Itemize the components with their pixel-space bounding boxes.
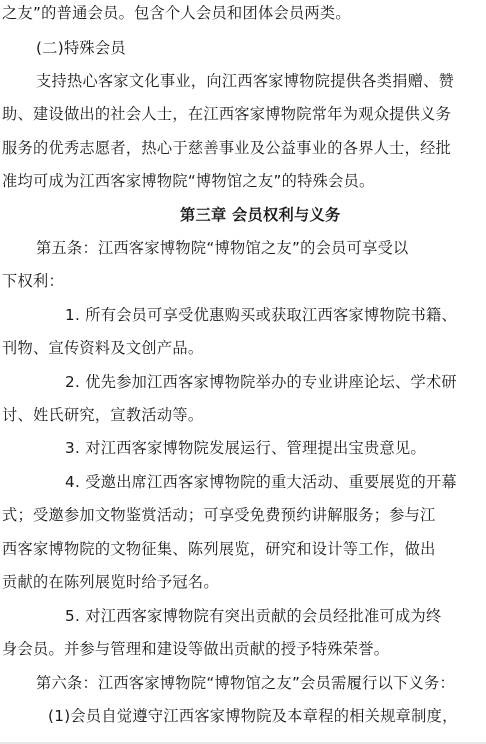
text-line: 讨、姓氏研究，宣教活动等。 xyxy=(2,406,204,424)
text-line: 身会员。并参与管理和建设等做出贡献的授予特殊荣誉。 xyxy=(2,640,390,658)
text-line: 刊物、宣传资料及文创产品。 xyxy=(2,339,204,357)
text-line: 支持热心客家文化事业，向江西客家博物院提供各类捐赠、赞 xyxy=(36,72,455,90)
list-item: 2. 优先参加江西客家博物院举办的专业讲座论坛、学术研 xyxy=(65,373,457,391)
text-line: 西客家博物院的文物征集、陈列展览，研究和设计等工作，做出 xyxy=(2,540,436,558)
chapter-heading: 第三章 会员权利与义务 xyxy=(180,206,341,224)
text-line: 之友”的普通会员。包含个人会员和团体会员两类。 xyxy=(2,4,351,22)
text-line: 第六条：江西客家博物院“博物馆之友”会员需履行以下义务： xyxy=(36,674,456,692)
text-line: 服务的优秀志愿者，热心于慈善事业及公益事业的各界人士，经批 xyxy=(2,139,452,157)
text-line: 第五条：江西客家博物院“博物馆之友”的会员可享受以 xyxy=(36,239,409,257)
list-item: 5. 对江西客家博物院有突出贡献的会员经批准可成为终 xyxy=(65,607,442,625)
text-line: 下权利： xyxy=(2,272,64,290)
list-item: 1. 所有会员可享受优惠购买或获取江西客家博物院书籍、 xyxy=(65,306,457,324)
section-subheading: (二)特殊会员 xyxy=(36,39,126,57)
text-line: 贡献的在陈列展览时给予冠名。 xyxy=(2,573,219,591)
text-line: 式；受邀参加文物鉴赏活动；可享受免费预约讲解服务；参与江 xyxy=(2,506,436,524)
text-line: 准均可成为江西客家博物院“博物馆之友”的特殊会员。 xyxy=(2,172,375,190)
text-line: (1)会员自觉遵守江西客家博物院及本章程的相关规章制度， xyxy=(48,707,458,725)
list-item: 3. 对江西客家博物院发展运行、管理提出宝贵意见。 xyxy=(65,439,426,457)
text-line: 助、建设做出的社会人士，在江西客家博物院常年为观众提供义务 xyxy=(2,105,452,123)
list-item: 4. 受邀出席江西客家博物院的重大活动、重要展览的开幕 xyxy=(65,473,457,491)
